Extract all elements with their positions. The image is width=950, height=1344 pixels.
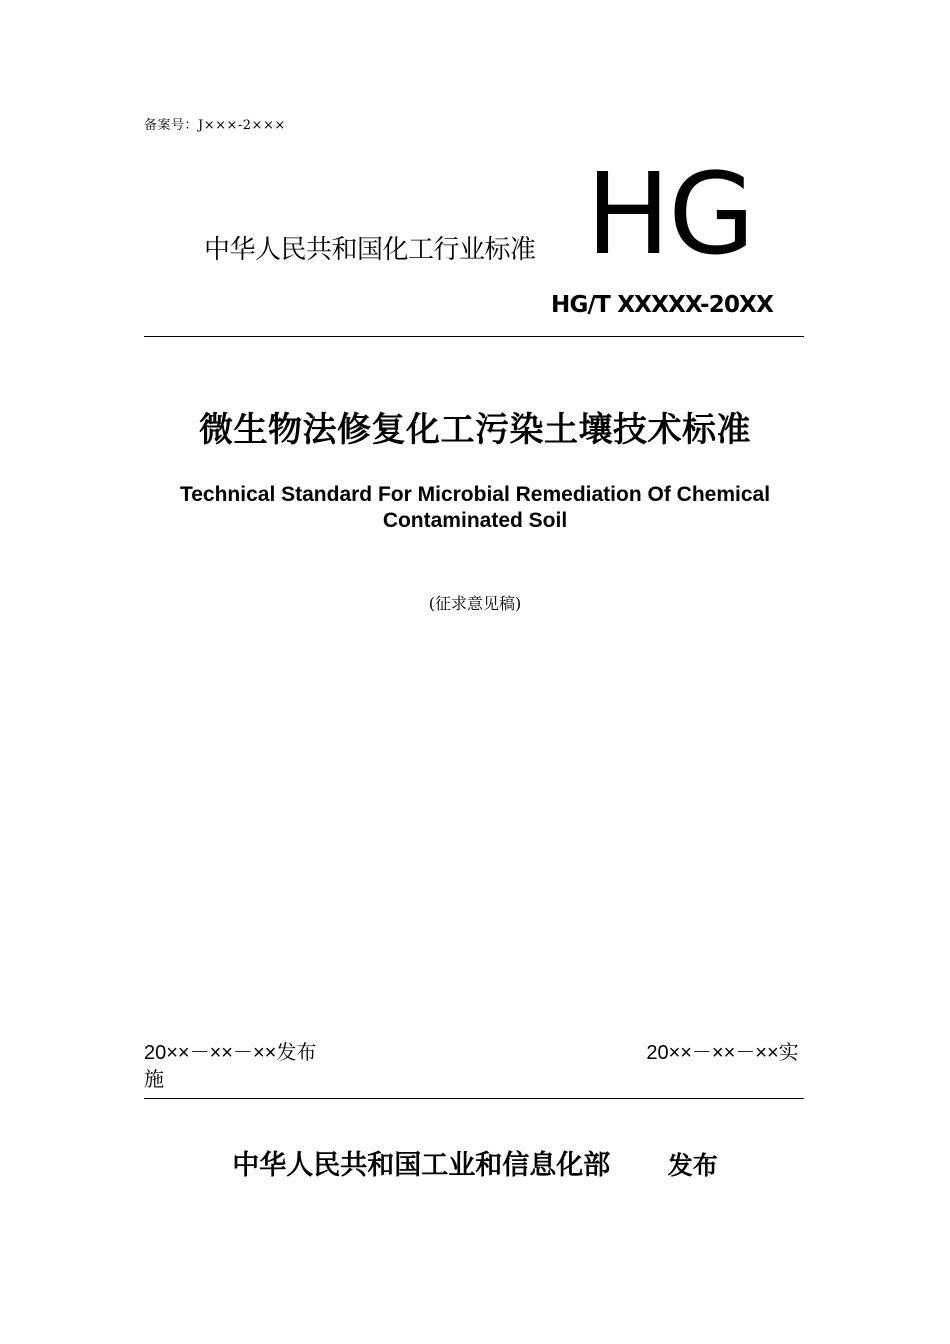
title-chinese: 微生物法修复化工污染土壤技术标准 bbox=[199, 410, 751, 450]
standard-code: HG/T XXXXX-20XX bbox=[551, 292, 774, 318]
title-english: Technical Standard For Microbial Remediation Of Chemical Contaminated Soil bbox=[179, 483, 771, 532]
bottom-divider bbox=[144, 1098, 804, 1099]
top-divider bbox=[144, 336, 804, 337]
issuer-name: 中华人民共和国工业和信息化部 bbox=[232, 1150, 611, 1181]
draft-note: (征求意见稿) bbox=[428, 594, 522, 613]
issuer-row bbox=[0, 1143, 950, 1182]
issuer-action: 发布 bbox=[667, 1151, 718, 1180]
record-number: 备案号：J×××-2××× bbox=[144, 118, 286, 133]
publish-date: 20××－××－××发布 bbox=[144, 1042, 317, 1064]
standard-category: 中华人民共和国化工行业标准 bbox=[204, 235, 536, 265]
hg-logo: HG bbox=[586, 150, 754, 280]
implement-date: 20××－××－××实施 bbox=[144, 1042, 799, 1091]
date-row bbox=[144, 1040, 804, 1094]
